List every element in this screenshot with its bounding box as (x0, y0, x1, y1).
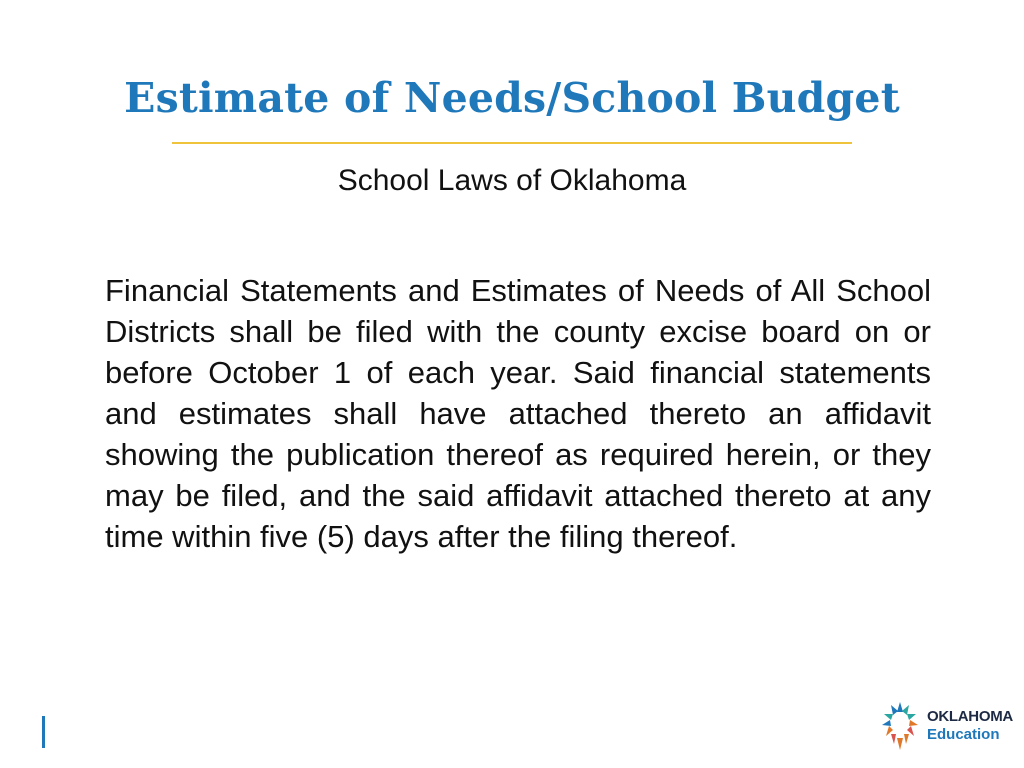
slide-subtitle: School Laws of Oklahoma (337, 164, 687, 197)
oklahoma-education-star-icon (878, 698, 922, 754)
title-underline (172, 142, 852, 144)
slide-body-paragraph: Financial Statements and Estimates of Needs of All School Districts shall be filed with the county excise board on or before October 1 of each year. Said financial statements and estimates shall have attached thereto an affidavit showing the publication thereof as required herein, or they may be filed, and the said affidavit attached thereto at any time within five (5) days after the filing thereof. (105, 273, 931, 554)
slide-corner-marker (42, 716, 45, 748)
logo-text-education: Education (927, 726, 1000, 743)
logo-text-oklahoma: OKLAHOMA (927, 708, 1013, 725)
slide-title: Estimate of Needs/School Budget (124, 74, 900, 122)
oklahoma-education-logo (878, 698, 1013, 756)
